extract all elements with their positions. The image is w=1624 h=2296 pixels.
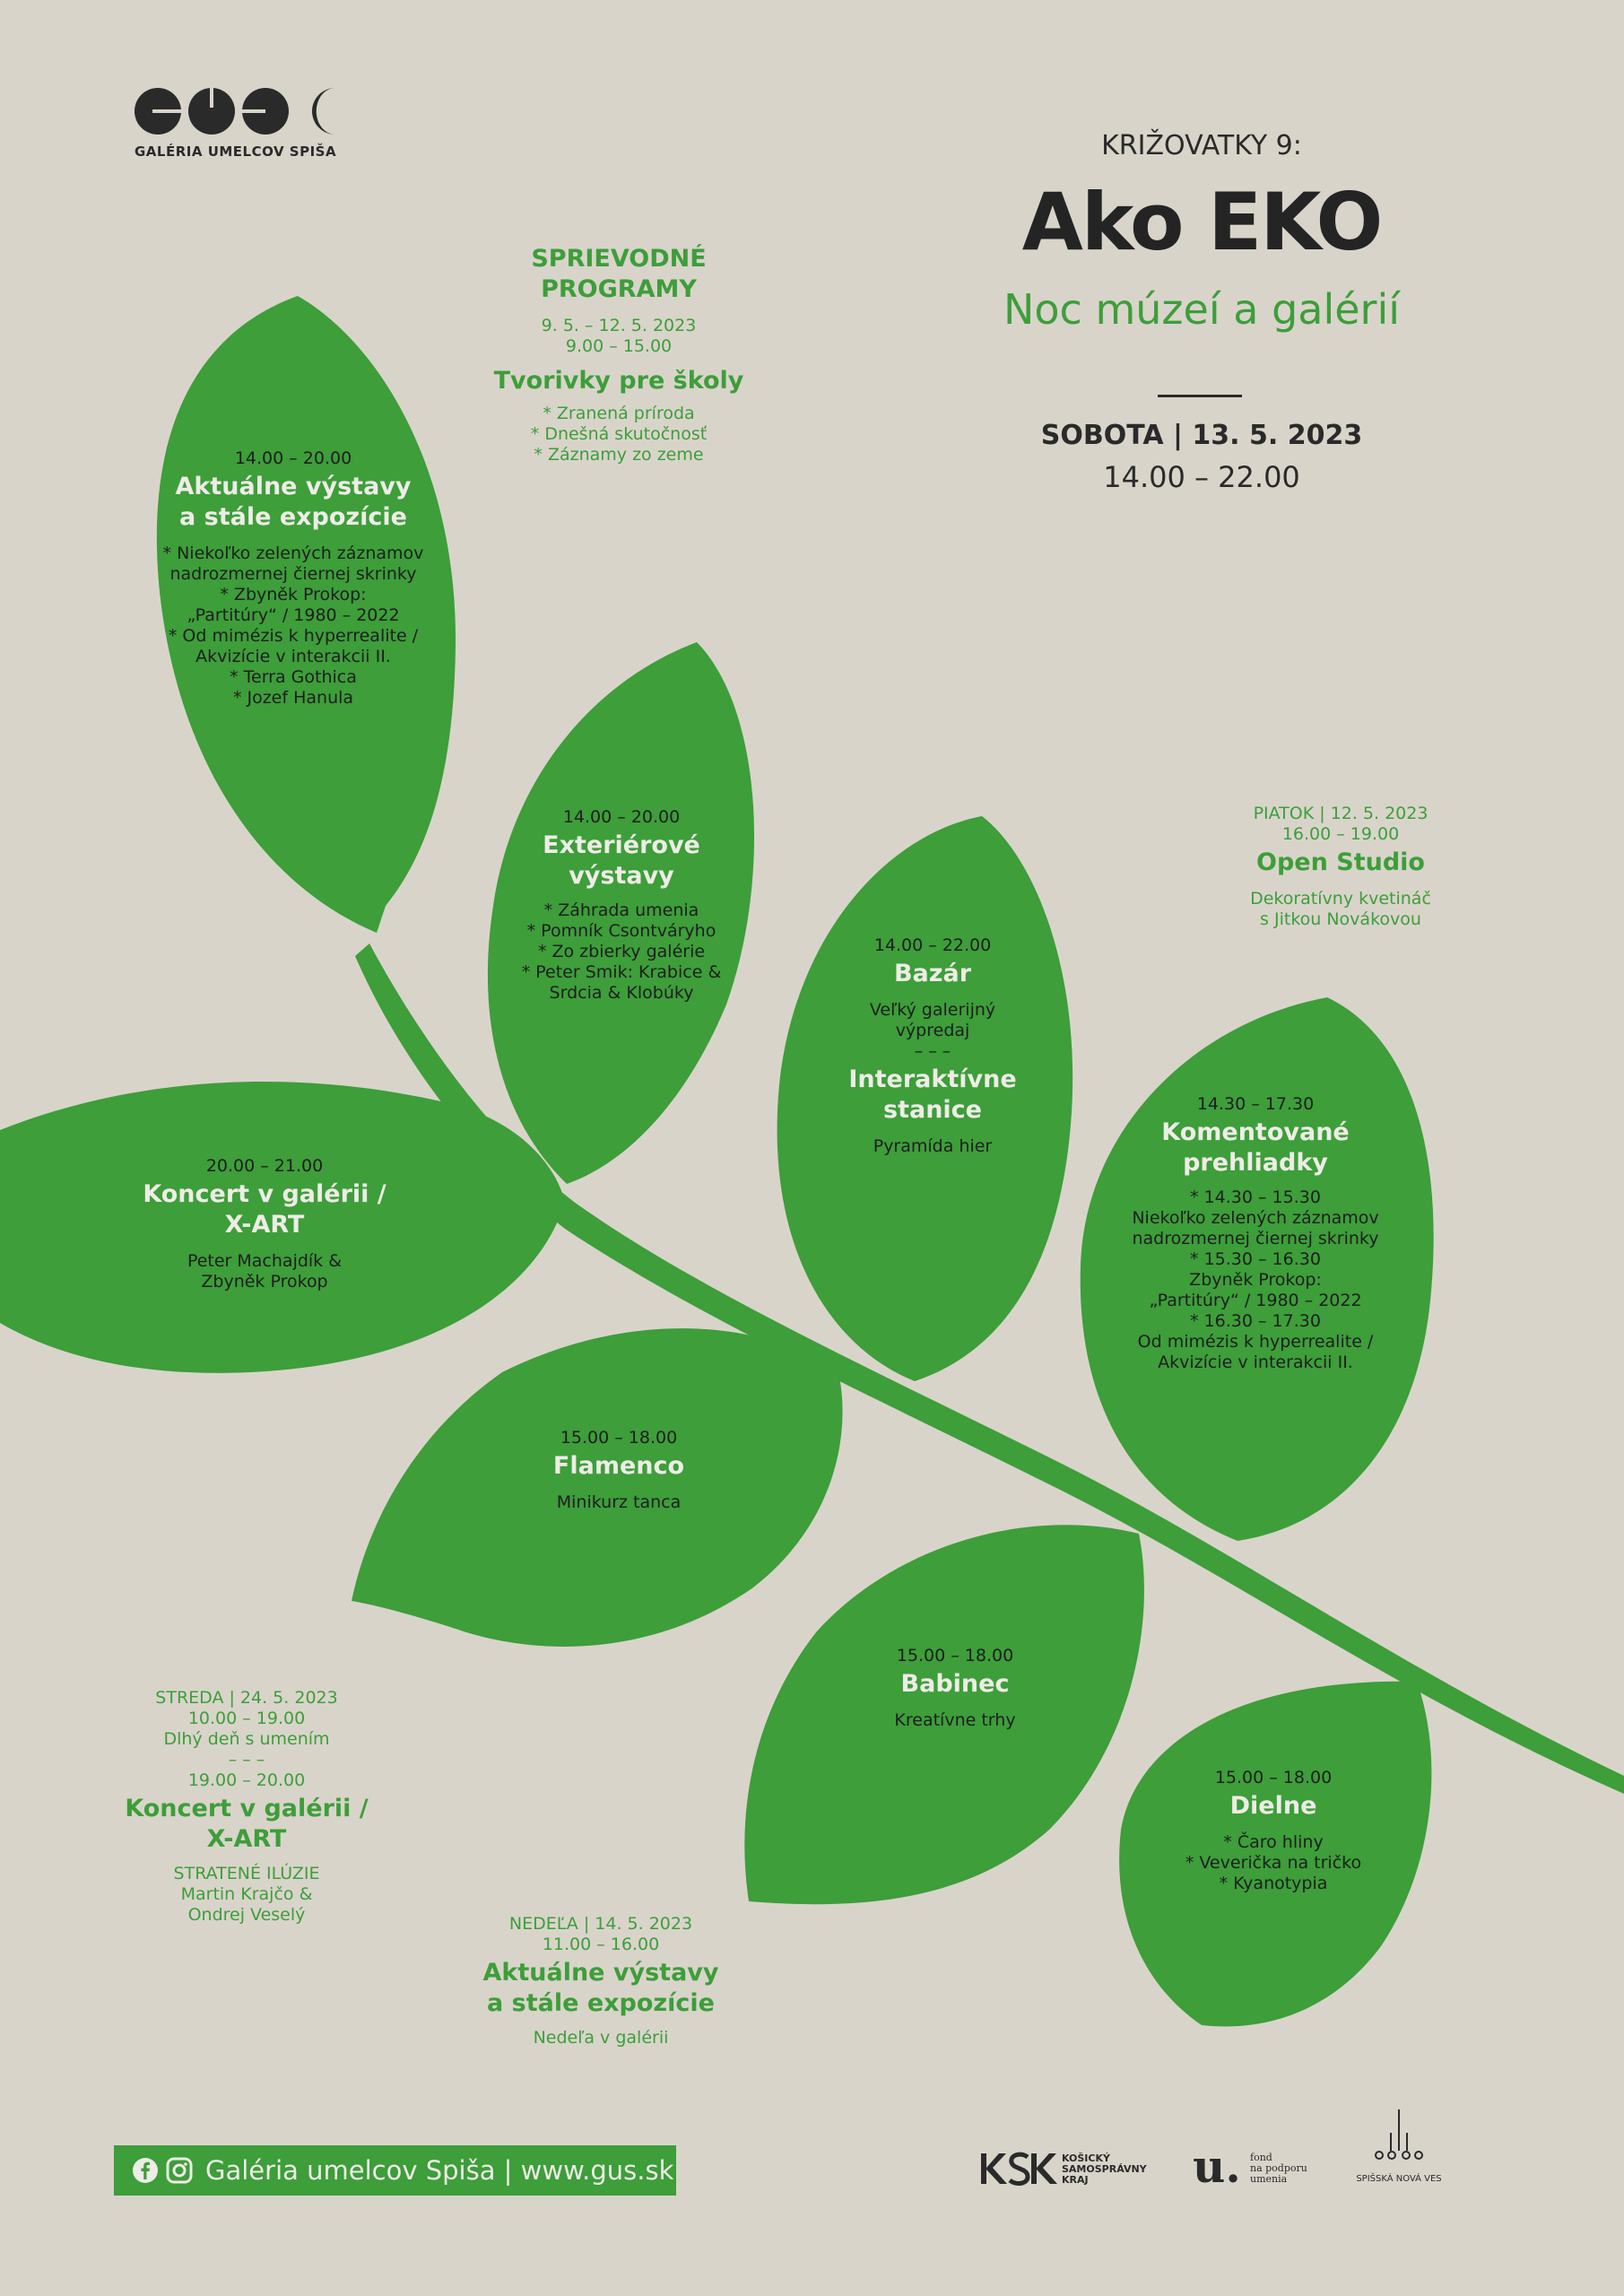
event-title: výstavy (569, 862, 674, 890)
event-sunday (466, 1914, 735, 2048)
event-title: Flamenco (552, 1452, 685, 1480)
event-item: nadrozmernej čiernej skrinky (1132, 1229, 1379, 1248)
event-day: NEDEĽA | 14. 5. 2023 (508, 1914, 693, 1934)
event-title: Koncert v galérii / (125, 1795, 369, 1822)
event-dielne (1157, 1768, 1390, 1894)
event-item: Akvizície v interakcii II. (1158, 1352, 1353, 1372)
event-item: Akvizície v interakcii II. (195, 647, 391, 666)
ksk-label: KOŠICKÝ (1062, 2152, 1110, 2164)
event-item: * 16.30 – 17.30 (1190, 1311, 1321, 1331)
event-time: 14.00 – 22.00 (1103, 460, 1300, 494)
sponsor-fond (1193, 2140, 1327, 2196)
event-time: 11.00 – 16.00 (542, 1935, 660, 1954)
event-title: Interaktívne (848, 1065, 1017, 1093)
facebook-icon[interactable] (132, 2157, 159, 2184)
separator: – – – (914, 1041, 951, 1061)
header-divider (1158, 395, 1242, 397)
event-open-studio (1193, 804, 1489, 930)
event-item: Pyramída hier (873, 1136, 993, 1156)
spisska-nova-ves-logo (1359, 2106, 1439, 2170)
event-time: 15.00 – 18.00 (896, 1646, 1014, 1665)
event-time: 19.00 – 20.00 (187, 1770, 306, 1790)
event-item: „Partitúry“ / 1980 – 2022 (187, 605, 400, 625)
event-concert (126, 1156, 404, 1292)
event-item: * Pomník Csontváryho (526, 921, 716, 941)
event-time: 20.00 – 21.00 (205, 1156, 324, 1176)
event-item: Veľký galerijný (869, 1000, 996, 1020)
event-title: Babinec (900, 1670, 1010, 1698)
separator: – – – (228, 1750, 265, 1770)
companion-time: 9.00 – 15.00 (565, 336, 673, 356)
event-title: Bazár (893, 960, 972, 987)
event-guided-tours (1112, 1094, 1399, 1373)
event-item: nadrozmernej čiernej skrinky (169, 564, 417, 584)
event-item: * Od mimézis k hyperrealite / (168, 626, 419, 646)
event-title: stanice (883, 1096, 982, 1124)
event-time: 16.00 – 19.00 (1281, 824, 1400, 844)
fond-label: fond (1250, 2152, 1272, 2163)
ksk-logo (977, 2148, 1060, 2189)
event-title: Aktuálne výstavy (175, 473, 412, 500)
page-title: Ako EKO (1021, 176, 1382, 268)
event-item: výpredaj (895, 1021, 970, 1040)
event-item: * Čaro hliny (1223, 1832, 1324, 1852)
event-time: 14.00 – 20.00 (234, 448, 352, 468)
sponsor-ksk (977, 2148, 1148, 2193)
footer-website-text[interactable]: Galéria umelcov Spiša | www.gus.sk (205, 2155, 674, 2186)
companion-programs (457, 244, 780, 465)
event-title: a stále expozície (487, 1989, 715, 2017)
event-item: Srdcia & Klobúky (549, 983, 694, 1003)
event-item: * Peter Smik: Krabice & (521, 962, 722, 982)
event-title: Aktuálne výstavy (482, 1959, 719, 1987)
event-item: * Jozef Hanula (232, 688, 354, 708)
page-subtitle: Noc múzeí a galérií (1003, 285, 1401, 334)
event-desc: Dlhý deň s umením (163, 1729, 330, 1749)
event-item: Nedeľa v galérii (533, 2028, 669, 2048)
event-bazar (807, 935, 1058, 1157)
event-item: Zbyněk Prokop (201, 1272, 328, 1292)
event-day: STREDA | 24. 5. 2023 (155, 1688, 338, 1708)
event-item: * Terra Gothica (230, 667, 357, 687)
event-time: 14.00 – 22.00 (873, 935, 992, 955)
event-babinec (838, 1646, 1072, 1731)
instagram-icon[interactable] (166, 2157, 193, 2184)
event-item: STRATENÉ ILÚZIE (173, 1864, 320, 1883)
event-item: Niekoľko zelených záznamov (1132, 1208, 1379, 1228)
fond-label: umenia (1250, 2173, 1288, 2185)
event-date: SOBOTA | 13. 5. 2023 (1040, 420, 1363, 451)
event-title: Komentované (1161, 1118, 1350, 1146)
event-item: „Partitúry“ / 1980 – 2022 (1149, 1291, 1362, 1310)
event-title: X-ART (224, 1211, 305, 1239)
companion-item: * Zranená príroda (543, 404, 695, 423)
event-title: prehliadky (1183, 1149, 1328, 1177)
event-item: Dekoratívny kvetináč (1250, 889, 1431, 909)
event-item: Minikurz tanca (556, 1492, 682, 1512)
companion-heading: SPRIEVODNÉ (531, 245, 707, 273)
companion-item: * Dnešná skutočnosť (530, 424, 708, 444)
event-title: Exteriérové (543, 831, 700, 859)
event-item: s Jitkou Novákovou (1260, 909, 1421, 929)
event-wednesday (108, 1688, 386, 1926)
companion-item: * Záznamy zo zeme (534, 445, 704, 465)
event-item: Peter Machajdík & (187, 1251, 343, 1271)
ksk-label: SAMOSPRÁVNY (1062, 2163, 1147, 2175)
event-item: Kreatívne trhy (894, 1710, 1016, 1730)
event-item: Martin Krajčo & (180, 1884, 313, 1904)
companion-heading: PROGRAMY (541, 275, 697, 303)
event-time: 10.00 – 19.00 (187, 1709, 306, 1728)
event-time: 14.30 – 17.30 (1196, 1094, 1315, 1114)
event-item: * Zo zbierky galérie (537, 942, 706, 961)
event-title: a stále expozície (179, 503, 407, 531)
event-item: * Zbyněk Prokop: (220, 585, 367, 604)
logo-caption: GALÉRIA UMELCOV SPIŠA (135, 144, 337, 160)
event-exterior (491, 807, 751, 1004)
event-time: 15.00 – 18.00 (1214, 1768, 1333, 1787)
snv-label: SPIŠSKÁ NOVÁ VES (1356, 2174, 1442, 2184)
event-item: * Záhrada umenia (543, 900, 699, 920)
event-item: Zbyněk Prokop: (1189, 1270, 1322, 1290)
footer-bar[interactable] (114, 2145, 676, 2196)
event-current-exhibitions (136, 448, 450, 709)
event-item: * 15.30 – 16.30 (1190, 1249, 1321, 1269)
event-day: PIATOK | 12. 5. 2023 (1253, 804, 1429, 823)
companion-title: Tvorivky pre školy (493, 367, 744, 395)
event-item: Od mimézis k hyperrealite / (1137, 1332, 1374, 1352)
companion-dates: 9. 5. – 12. 5. 2023 (541, 316, 697, 335)
event-flamenco (502, 1428, 735, 1513)
event-time: 15.00 – 18.00 (560, 1428, 678, 1448)
event-item: * Niekoľko zelených záznamov (162, 544, 424, 563)
sponsor-snv (1356, 2106, 1442, 2188)
event-item: * Kyanotypia (1219, 1874, 1328, 1893)
event-title: Koncert v galérii / (143, 1180, 386, 1208)
series-label: KRIŽOVATKY 9: (1101, 130, 1302, 161)
event-item: Ondrej Veselý (187, 1905, 306, 1925)
event-title: Open Studio (1256, 848, 1425, 876)
fond-label: na podporu (1250, 2162, 1307, 2174)
event-title: X-ART (206, 1825, 287, 1853)
ksk-label: KRAJ (1062, 2174, 1089, 2186)
event-title: Dielne (1229, 1792, 1317, 1820)
fond-logo: u. (1193, 2140, 1241, 2193)
event-time: 14.00 – 20.00 (562, 807, 681, 827)
event-item: * Veverička na tričko (1185, 1853, 1362, 1873)
event-item: * 14.30 – 15.30 (1190, 1187, 1321, 1207)
